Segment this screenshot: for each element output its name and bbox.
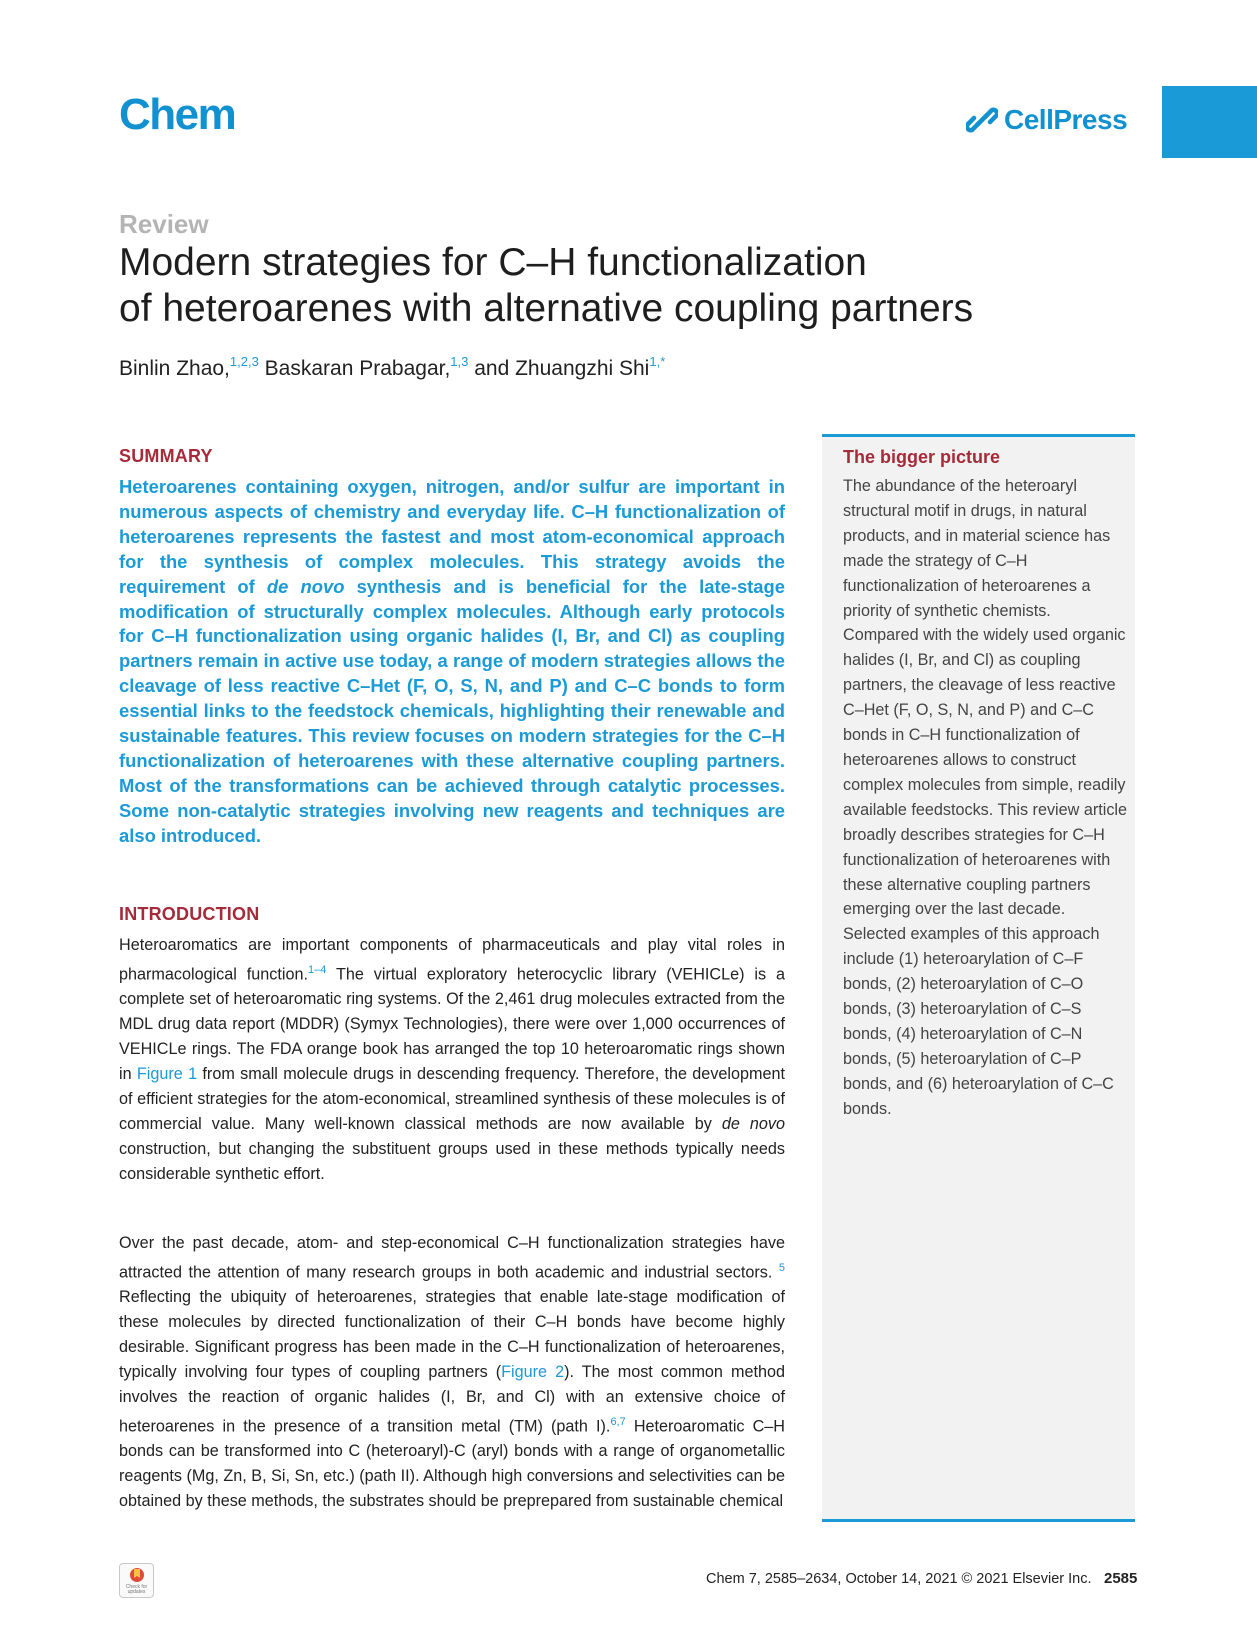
reference-link[interactable]: 6,7 [610, 1415, 626, 1428]
figure-1-link[interactable]: Figure 1 [136, 1064, 198, 1083]
crossmark-icon [129, 1567, 145, 1584]
author-affiliation-link[interactable]: 1,2,3 [229, 354, 259, 369]
article-type-label: Review [119, 209, 209, 239]
title-line-2: of heteroarenes with alternative coupling partners [119, 287, 974, 330]
article-title [119, 240, 1119, 332]
title-line-1: Modern strategies for C–H functionalization [119, 241, 867, 284]
introduction-heading: INTRODUCTION [119, 904, 260, 924]
crossmark-label: Check for updates [125, 1583, 148, 1595]
cellpress-logo-icon [966, 104, 998, 136]
author-affiliation-link[interactable]: 1,* [649, 354, 666, 369]
footer-citation: Chem 7, 2585–2634, October 14, 2021 © 2021 Elsevier Inc. [706, 1571, 1092, 1587]
author-list [119, 355, 665, 381]
corner-tab [1162, 86, 1257, 158]
publisher-logo[interactable] [966, 104, 1127, 136]
reference-link[interactable]: 5 [778, 1261, 785, 1274]
summary-heading: SUMMARY [119, 446, 213, 466]
journal-logo[interactable]: Chem [119, 90, 236, 139]
figure-2-link[interactable]: Figure 2 [501, 1362, 565, 1381]
reference-link[interactable]: 1–4 [307, 963, 327, 976]
page-number: 2585 [1104, 1570, 1138, 1587]
author-affiliation-link[interactable]: 1,3 [450, 354, 469, 369]
intro-paragraph-1: Heteroaromatics are important components of pharmaceuticals and play vital roles in pharmacological function.$^{1-4}$ The virtual exploratory heterocyclic library (VEHICLe) is a complete set of heteroaromatic ring systems. Of the 2,461 drug molecules extracted from the MDL drug data report (MDDR) (Symyx Technologies), there were over 1,000 occurrences of VEHICLe rings. The FDA orange book has arranged the top 10 heteroaromatic rings shown in Figure 1 from small molecule drugs in descending frequency. Therefore, the development of efficient strategies for the atom-economical, streamlined synthesis of these molecules is of commercial value. Many well-known classical methods are now available by de novo construction, but changing the substituent groups used in these methods typically needs considerable synthetic effort. [119, 936, 785, 1183]
author-name: Baskaran Prabagar, [264, 357, 451, 380]
author-name: Binlin Zhao, [119, 357, 230, 380]
check-for-updates-button[interactable] [119, 1563, 154, 1598]
intro-paragraph-2: Over the past decade, atom- and step-economical C–H functionalization strategies have attracted the attention of many research groups in both academic and industrial sectors. $^5$ Reflecting the ubiquity of heteroarenes, strategies that enable late-stage modification of these molecules by directed functionalization of their C–H bonds have become highly desirable. Significant progress has been made in the C–H functionalization of heteroarenes, typically involving four types of coupling partners (Figure 2). The most common method involves the reaction of organic halides (I, Br, and Cl) with an extensive choice of heteroarenes in the presence of a transition metal (TM) (path I).$^{6,7}$ Heteroaromatic C–H bonds can be transformed into C (heteroaryl)-C (aryl) bonds with a range of organometallic reagents (Mg, Zn, B, Si, Sn, etc.) (path II). Although high conversions and selectivities can be obtained by these methods, the substrates should be preprepared from sustainable chemical [119, 1234, 786, 1510]
publisher-name: CellPress [1004, 104, 1128, 135]
bigger-picture-heading: The bigger picture [843, 447, 1001, 467]
author-name: and Zhuangzhi Shi [474, 357, 650, 380]
summary-italic: de novo [266, 575, 345, 597]
bigger-picture-text: The abundance of the heteroaryl structural motif in drugs, in natural products, and in material science has made the strategy of C–H functionalization of heteroarenes a priority of synthetic chemists. Compared with the widely used organic halides (I, Br, and Cl) as coupling partners, the cleavage of less reactive C–Het (F, O, S, N, and P) and C–C bonds in C–H functionalization of heteroarenes allows to construct complex molecules from simple, readily available feedstocks. This review article broadly describes strategies for C–H functionalization of heteroarenes with these alternative coupling partners emerging over the last decade. Selected examples of this approach include (1) heteroarylation of C–F bonds, (2) heteroarylation of C–O bonds, (3) heteroarylation of C–S bonds, (4) heteroarylation of C–N bonds, (5) heteroarylation of C–P bonds, and (6) heteroarylation of C–C bonds. [843, 477, 1128, 1118]
summary-text: Heteroarenes containing oxygen, nitrogen, and/or sulfur are important in numerous aspects of chemistry and everyday life. C–H functionalization of heteroarenes represents the fastest and most atom-economical approach for the synthesis of complex molecules. This strategy avoids the requirement of de novo synthesis and is beneficial for the late-stage modification of structurally complex molecules. Although early protocols for C–H functionalization using organic halides (I, Br, and Cl) as coupling partners remain in active use today, a range of modern strategies allows the cleavage of less reactive C–Het (F, O, S, N, and P) and C–C bonds to form essential links to the feedstock chemicals, highlighting their renewable and sustainable features. This review focuses on modern strategies for the C–H functionalization of heteroarenes with these alternative coupling partners. Most of the transformations can be achieved through catalytic processes. Some non-catalytic strategies involving new reagents and techniques are also introduced. [119, 476, 785, 846]
